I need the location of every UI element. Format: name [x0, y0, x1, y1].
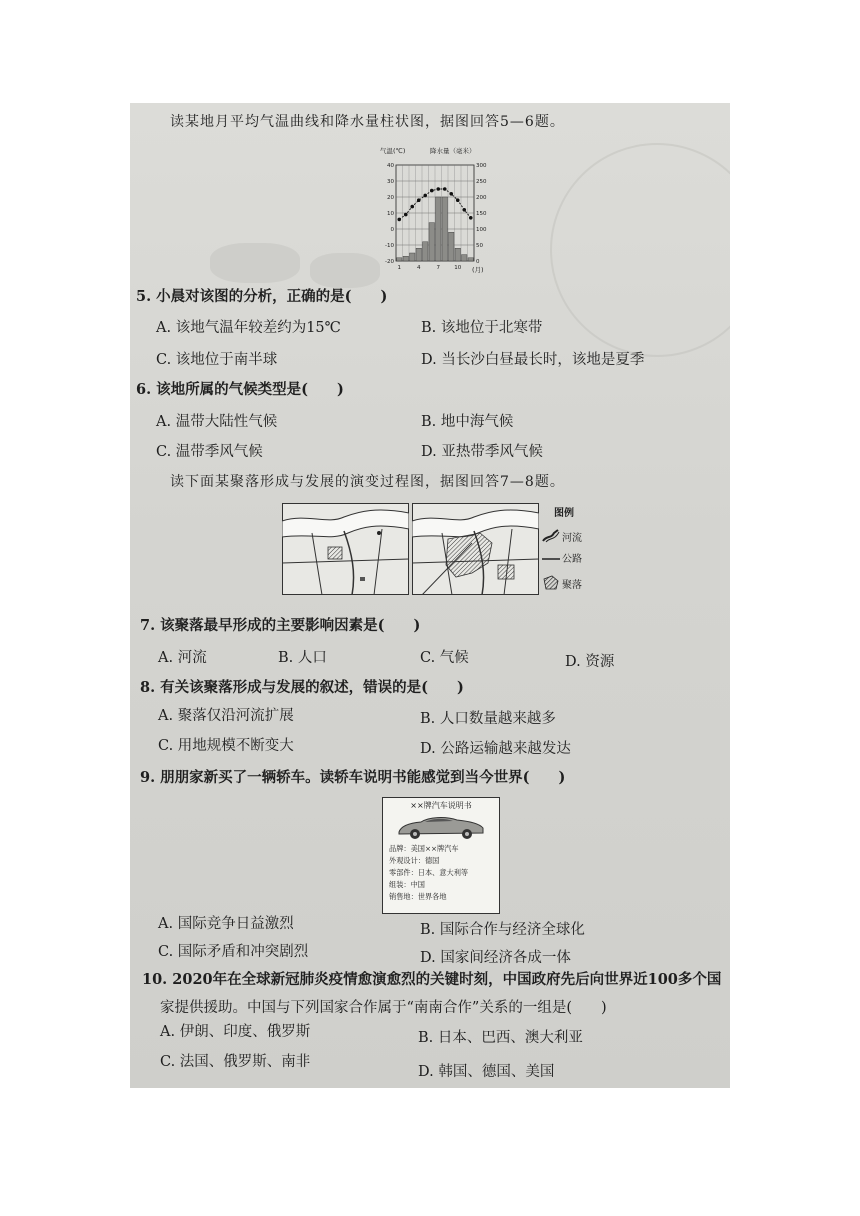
y-left-tick-label: 10 — [387, 211, 394, 217]
bleed-through-globe — [550, 143, 730, 357]
intro-questions-5-6: 读某地月平均气温曲线和降水量柱状图，据图回答5—6题。 — [170, 114, 565, 130]
q10-option-a[interactable]: A. 伊朗、印度、俄罗斯 — [160, 1024, 311, 1040]
legend-settlement-label: 聚落 — [562, 580, 582, 591]
x-tick-label: 1 — [397, 265, 401, 271]
y-right-tick-label: 150 — [476, 211, 487, 217]
y-left-tick-label: 40 — [387, 163, 394, 169]
chart-xlabel: (月) — [472, 266, 484, 274]
y-right-tick-label: 100 — [476, 227, 487, 233]
manual-title: ××牌汽车说明书 — [410, 801, 472, 810]
settlement-map-early — [282, 503, 409, 595]
temperature-point — [443, 187, 447, 191]
q8-option-d[interactable]: D. 公路运输越来越发达 — [420, 741, 571, 757]
y-left-tick-label: 20 — [387, 195, 394, 201]
y-right-tick-label: 250 — [476, 179, 487, 185]
q8-option-a[interactable]: A. 聚落仅沿河流扩展 — [158, 708, 294, 724]
precipitation-bar — [449, 232, 454, 261]
precipitation-bar — [403, 256, 408, 261]
legend-river-label: 河流 — [562, 533, 582, 544]
manual-design: 外观设计：德国 — [389, 856, 440, 865]
temperature-point — [430, 189, 434, 193]
q9-option-c[interactable]: C. 国际矛盾和冲突剧烈 — [158, 944, 309, 960]
precipitation-bar — [416, 248, 421, 261]
precipitation-bar — [462, 255, 467, 261]
temperature-point — [397, 218, 401, 222]
chart-ylabel-left: 气温(℃) — [380, 147, 406, 155]
x-tick-label: 7 — [436, 265, 440, 271]
q10-option-d[interactable]: D. 韩国、德国、美国 — [418, 1064, 555, 1080]
q6-option-a[interactable]: A. 温带大陆性气候 — [156, 414, 278, 430]
question-6-stem: 6. 该地所属的气候类型是( ) — [136, 381, 344, 398]
q5-option-c[interactable]: C. 该地位于南半球 — [156, 352, 278, 368]
y-right-tick-label: 300 — [476, 163, 487, 169]
x-tick-label: 4 — [417, 265, 421, 271]
road-icon — [542, 555, 560, 563]
q7-option-b[interactable]: B. 人口 — [278, 650, 327, 666]
q6-option-c[interactable]: C. 温带季风气候 — [156, 444, 263, 460]
y-right-tick-label: 50 — [476, 243, 483, 249]
question-10-stem-line2: 家提供援助。中国与下列国家合作属于“南南合作”关系的一组是( ) — [160, 1000, 607, 1016]
y-right-tick-label: 200 — [476, 195, 487, 201]
settlement-map-developed — [412, 503, 539, 595]
y-right-tick-label: 0 — [476, 259, 480, 265]
question-8-stem: 8. 有关该聚落形成与发展的叙述，错误的是( ) — [140, 679, 464, 696]
question-5-stem: 5. 小晨对该图的分析，正确的是( ) — [136, 288, 388, 305]
q8-option-c[interactable]: C. 用地规模不断变大 — [158, 738, 294, 754]
precipitation-bar — [468, 258, 473, 261]
q5-option-a[interactable]: A. 该地气温年较差约为15℃ — [156, 320, 341, 336]
question-10-stem-line1: 10. 2020年在全球新冠肺炎疫情愈演愈烈的关键时刻，中国政府先后向世界近100多个国 — [142, 971, 722, 988]
q6-option-b[interactable]: B. 地中海气候 — [421, 414, 514, 430]
q5-option-d[interactable]: D. 当长沙白昼最长时，该地是夏季 — [421, 352, 645, 368]
legend-road-label: 公路 — [562, 554, 582, 565]
chart-y-left-ticks — [385, 163, 394, 265]
chart-x-ticks — [398, 265, 462, 271]
settlement-icon — [542, 575, 560, 591]
q9-option-b[interactable]: B. 国际合作与经济全球化 — [420, 922, 585, 938]
temperature-point — [436, 187, 440, 191]
temperature-point — [417, 198, 421, 202]
chart-grid — [396, 165, 474, 261]
temperature-point — [469, 216, 473, 220]
bleed-through-shadow — [210, 243, 300, 283]
temperature-point — [449, 192, 453, 196]
bleed-through-shadow — [310, 253, 380, 288]
q10-option-c[interactable]: C. 法国、俄罗斯、南非 — [160, 1054, 311, 1070]
manual-parts: 零部件：日本、意大利等 — [389, 868, 469, 877]
y-left-tick-label: 0 — [390, 227, 394, 233]
question-7-stem: 7. 该聚落最早形成的主要影响因素是( ) — [140, 617, 421, 634]
q8-option-b[interactable]: B. 人口数量越来越多 — [420, 711, 556, 727]
temperature-point — [423, 194, 427, 198]
map-legend — [542, 505, 602, 595]
precipitation-bar — [410, 253, 415, 261]
climate-chart — [378, 145, 494, 275]
q10-option-b[interactable]: B. 日本、巴西、澳大利亚 — [418, 1030, 583, 1046]
q5-option-b[interactable]: B. 该地位于北寒带 — [421, 320, 543, 336]
precipitation-bar — [429, 223, 434, 261]
river-icon — [542, 529, 560, 543]
precipitation-bar — [397, 258, 402, 261]
car-icon — [395, 814, 487, 840]
car-manual — [382, 797, 500, 914]
precipitation-bar — [455, 248, 460, 261]
temperature-point — [462, 208, 466, 212]
q7-option-c[interactable]: C. 气候 — [420, 650, 469, 666]
q9-option-a[interactable]: A. 国际竞争日益激烈 — [158, 916, 294, 932]
q6-option-d[interactable]: D. 亚热带季风气候 — [421, 444, 543, 460]
x-tick-label: 10 — [454, 265, 462, 271]
intro-questions-7-8: 读下面某聚落形成与发展的演变过程图，据图回答7—8题。 — [170, 474, 565, 490]
temperature-point — [456, 198, 460, 202]
temperature-point — [410, 205, 414, 209]
y-left-tick-label: 30 — [387, 179, 394, 185]
temperature-point — [404, 213, 408, 217]
y-left-tick-label: -20 — [385, 259, 394, 265]
q7-option-a[interactable]: A. 河流 — [158, 650, 207, 666]
chart-ylabel-right: 降水量（毫米） — [430, 147, 476, 155]
manual-assembly: 组装：中国 — [389, 880, 425, 889]
exam-page-photo — [130, 103, 730, 1088]
precipitation-bar — [442, 197, 447, 261]
q9-option-d[interactable]: D. 国家间经济各成一体 — [420, 950, 571, 966]
manual-brand: 品牌：美国××牌汽车 — [389, 844, 459, 853]
chart-y-right-ticks — [476, 163, 487, 265]
legend-title: 图例 — [554, 508, 574, 519]
q7-option-d[interactable]: D. 资源 — [565, 654, 615, 670]
question-9-stem: 9. 朋朋家新买了一辆轿车。读轿车说明书能感觉到当今世界( ) — [140, 769, 566, 786]
y-left-tick-label: -10 — [385, 243, 394, 249]
manual-sales: 销售地：世界各地 — [389, 892, 447, 901]
precipitation-bar — [436, 197, 441, 261]
precipitation-bar — [423, 242, 428, 261]
